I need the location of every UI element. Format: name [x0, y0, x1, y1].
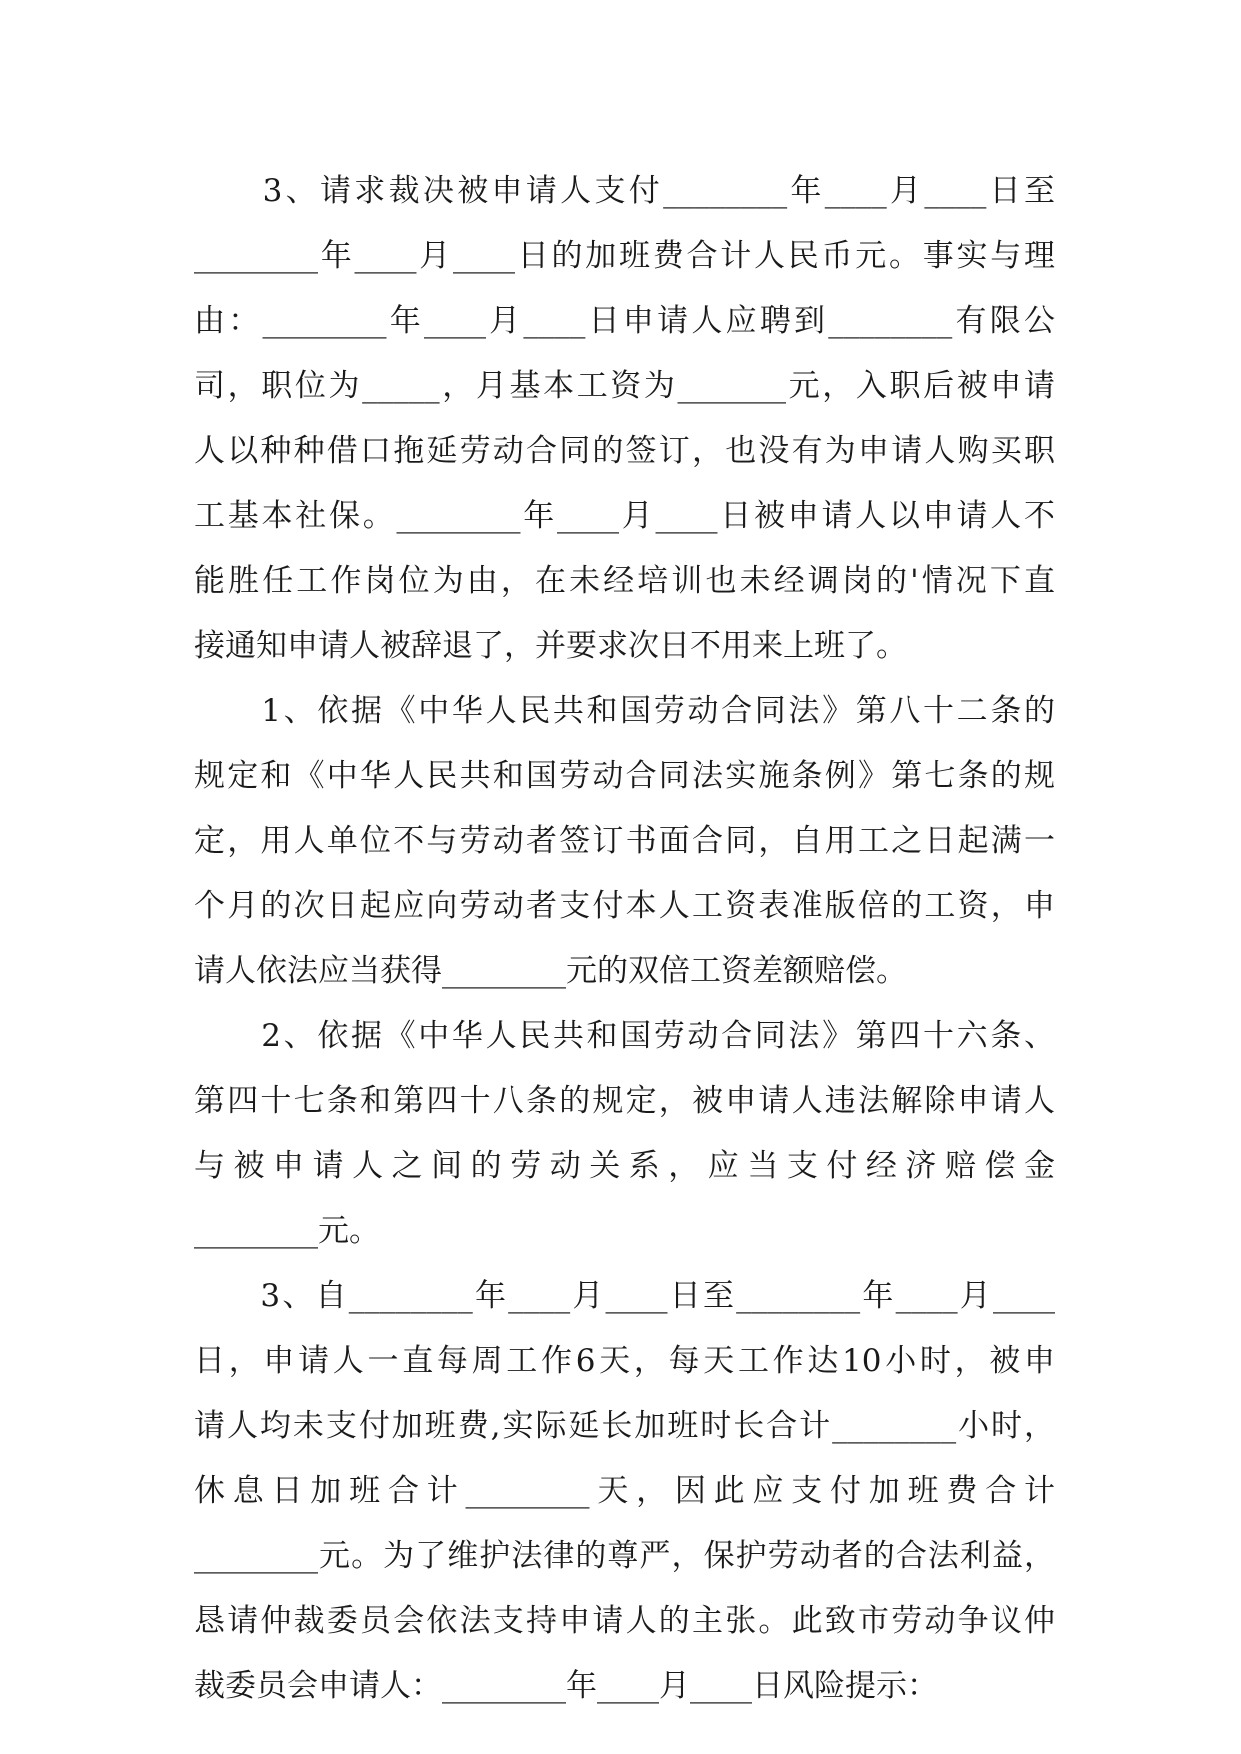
text-line: 个月的次日起应向劳动者支付本人工资表准版倍的工资，申 [194, 888, 1055, 924]
text-line: 恳请仲裁委员会依法支持申请人的主张。此致市劳动争议仲 [194, 1603, 1055, 1639]
text-line: 与被申请人之间的劳动关系，应当支付经济赔偿金 [194, 1148, 1055, 1184]
text-line: 2、依据《中华人民共和国劳动合同法》第四十六条、 [194, 1018, 1055, 1054]
text-line: 裁委员会申请人：________年____月____日风险提示： [194, 1668, 938, 1704]
text-line: 司，职位为_____，月基本工资为_______元，入职后被申请 [194, 368, 1055, 404]
paragraph-basis-1 [194, 679, 1055, 1004]
text-line: ________年____月____日的加班费合计人民币元。事实与理 [194, 238, 1055, 274]
text-line: 接通知申请人被辞退了，并要求次日不用来上班了。 [194, 628, 907, 664]
paragraph-basis-2 [194, 1004, 1055, 1264]
text-line: 请人依法应当获得________元的双倍工资差额赔偿。 [194, 953, 907, 989]
text-line: 日，申请人一直每周工作6天，每天工作达10小时，被申 [194, 1343, 1055, 1379]
text-line: 3、自________年____月____日至________年____月____ [194, 1278, 1055, 1314]
paragraph-basis-3 [194, 1264, 1055, 1719]
text-line: 工基本社保。________年____月____日被申请人以申请人不 [194, 498, 1055, 534]
text-line: 人以种种借口拖延劳动合同的签订，也没有为申请人购买职 [194, 433, 1055, 469]
document-body [194, 159, 1055, 1719]
text-line: 由：________年____月____日申请人应聘到________有限公 [194, 303, 1055, 339]
text-line: 第四十七条和第四十八条的规定，被申请人违法解除申请人 [194, 1083, 1055, 1119]
text-line: 请人均未支付加班费,实际延长加班时长合计________小时， [194, 1408, 1055, 1444]
text-line: 定，用人单位不与劳动者签订书面合同，自用工之日起满一 [194, 823, 1055, 859]
text-line: 休息日加班合计________天，因此应支付加班费合计 [194, 1473, 1055, 1509]
text-line: 规定和《中华人民共和国劳动合同法实施条例》第七条的规 [194, 758, 1055, 794]
text-line: 能胜任工作岗位为由，在未经培训也未经调岗的'情况下直 [194, 563, 1055, 599]
text-line: ________元。 [194, 1213, 380, 1249]
text-line: ________元。为了维护法律的尊严，保护劳动者的合法利益， [194, 1538, 1055, 1574]
paragraph-claim-3 [194, 159, 1055, 679]
text-line: 3、请求裁决被申请人支付________年____月____日至 [194, 173, 1055, 209]
text-line: 1、依据《中华人民共和国劳动合同法》第八十二条的 [194, 693, 1055, 729]
